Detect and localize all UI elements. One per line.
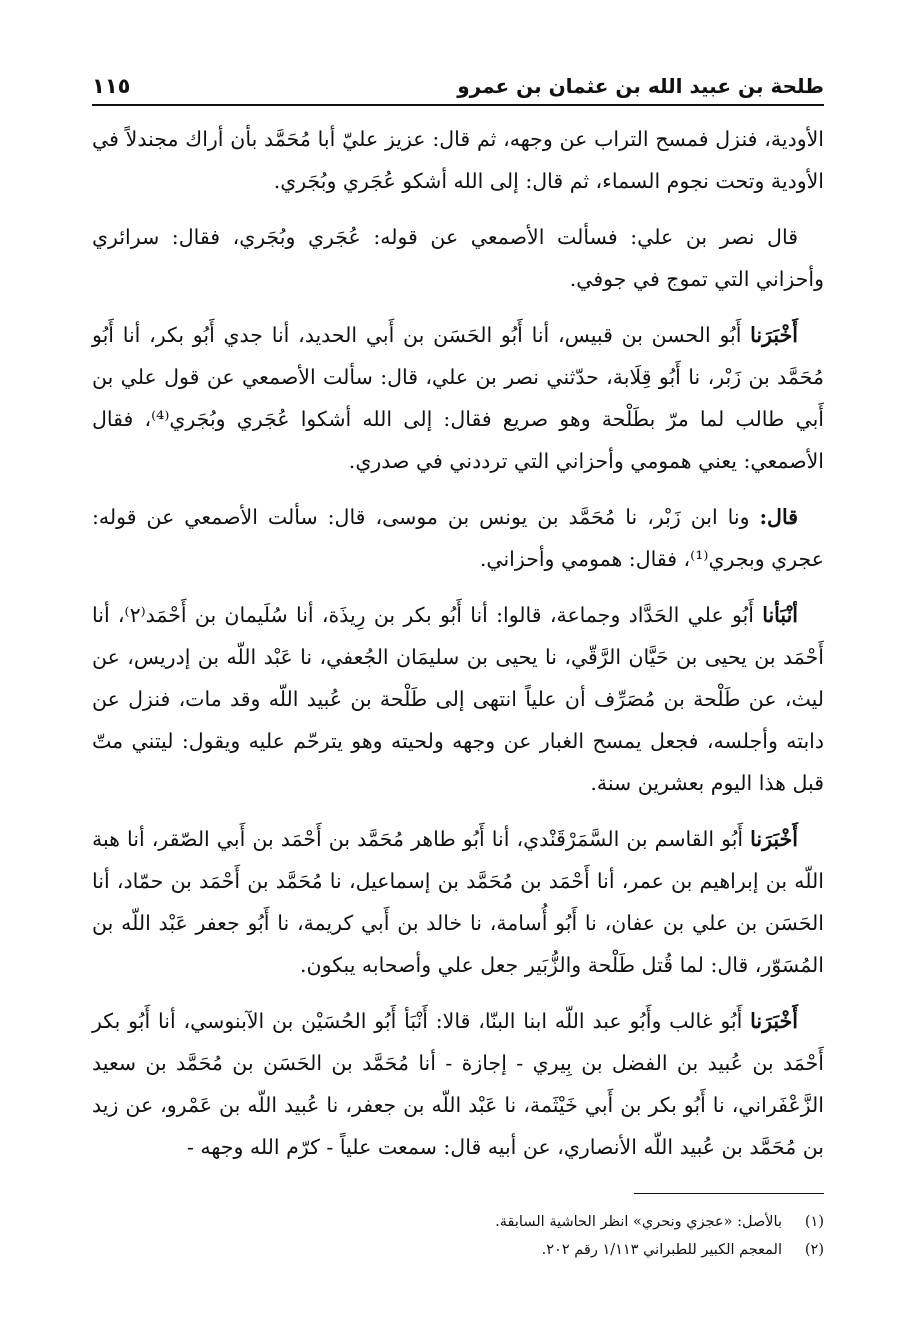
footnote-rule bbox=[634, 1193, 824, 1194]
paragraph bbox=[92, 818, 824, 986]
paragraph-lead: أَخْبَرَنا bbox=[750, 1009, 798, 1033]
footnote-number: (١) bbox=[804, 1214, 824, 1230]
paragraph-text: ونا ابن زَبْر، نا مُحَمَّد بن يونس بن موسى، قال: سألت الأصمعي عن قوله: عجري وبجري⁽¹⁾، فقال: همومي وأحزاني. bbox=[92, 505, 824, 571]
page-number: ١١٥ bbox=[92, 74, 131, 98]
footnote-text: بالأصل: «عجزي ونحري» انظر الحاشية السابقة. bbox=[495, 1214, 782, 1230]
paragraph-text: الأودية، فنزل فمسح التراب عن وجهه، ثم قال: عزيز عليّ أبا مُحَمَّد بأن أراك مجندلاً في الأودية وتحت نجوم السماء، ثم قال: إلى الله أشكو عُجَري وبُجَري. bbox=[92, 127, 824, 193]
footnote bbox=[92, 1236, 824, 1264]
paragraph-lead: قال: bbox=[759, 505, 798, 529]
header-rule bbox=[92, 104, 824, 106]
page-header bbox=[92, 62, 824, 98]
footnote-number: (٢) bbox=[804, 1242, 824, 1258]
paragraph-text: أَبُو علي الحَدَّاد وجماعة، قالوا: أنا أَبُو بكر بن رِيذَة، أنا سُلَيمان بن أَحْمَد⁽٢⁾، أنا أَحْمَد بن يحيى بن حَيَّان الرَّقّي، نا يحيى بن سليمَان الجُعفي، نا عَبْد اللّه بن إدريس، عن ليث، عن طَلْحة بن مُصَرِّف أن علياً انتهى إلى طَلْحة بن عُبيد اللّه وقد مات، فنزل عن دابته وأجلسه، فجعل يمسح الغبار عن وجهه ولحيته وهو يترحّم عليه ويقول: ليتني متّ قبل هذا اليوم بعشرين سنة. bbox=[92, 603, 824, 795]
paragraph bbox=[92, 496, 824, 580]
paragraph bbox=[92, 118, 824, 202]
running-title: طلحة بن عبيد الله بن عثمان بن عمرو bbox=[457, 74, 824, 98]
paragraph-text: أَبُو غالب وأَبُو عبد اللّه ابنا البنّا، قالا: أَنْبَأ أَبُو الحُسَيْن بن الآبنوسي، أنا أَبُو بكر أَحْمَد بن عُبيد بن الفضل بن بِيري - إجازة - أنا مُحَمَّد بن الحَسَن بن مُحَمَّد بن سعيد الزَّعْفَراني، نا أَبُو بكر بن أَبي خَيْثَمة، نا عَبْد اللّه بن جعفر، نا عُبيد اللّه بن عَمْرو، عن زيد بن مُحَمَّد بن عُبيد اللّه الأنصاري، عن أبيه قال: سمعت علياً - كرّم الله وجهه - bbox=[92, 1009, 824, 1159]
paragraph-text: أَبُو الحسن بن قبيس، أنا أَبُو الحَسَن بن أَبي الحديد، أنا جدي أَبُو بكر، أنا أَبُو مُحَمَّد بن زَبْر، نا أَبُو قِلَابة، حدّثني نصر بن علي، قال: سألت الأصمعي عن قول علي بن أَبي طالب لما مرّ بطَلْحة وهو صريع فقال: إلى الله أشكوا عُجَري وبُجَري⁽⁴⁾، فقال الأصمعي: يعني همومي وأحزاني التي ترددني في صدري. bbox=[92, 323, 824, 473]
paragraph-text: قال نصر بن علي: فسألت الأصمعي عن قوله: عُجَري وبُجَري، فقال: سرائري وأحزاني التي تموج في جوفي. bbox=[92, 225, 824, 291]
paragraph bbox=[92, 1000, 824, 1168]
paragraph bbox=[92, 314, 824, 482]
footnote-text: المعجم الكبير للطبراني ١/١١٣ رقم ٢٠٢. bbox=[541, 1242, 782, 1258]
paragraph-text: أَبُو القاسم بن السَّمَرْقَنْدي، أنا أَبُو طاهر مُحَمَّد بن أَحْمَد بن أَبي الصّقر، أنا هبة اللّه بن إبراهيم بن عمر، أنا أَحْمَد بن مُحَمَّد بن إسماعيل، نا مُحَمَّد بن أَحْمَد بن حمّاد، أنا الحَسَن بن علي بن عفان، نا أَبُو أُسامة، نا خالد بن أَبي كريمة، نا أَبُو جعفر عَبْد اللّه بن المُسَوّر، قال: لما قُتل طَلْحة والزُّبَير جعل علي وأصحابه يبكون. bbox=[92, 827, 824, 977]
footnotes bbox=[92, 1208, 824, 1264]
paragraph bbox=[92, 216, 824, 300]
main-text bbox=[92, 118, 824, 1182]
paragraph-lead: أنْبَأنا bbox=[762, 603, 798, 627]
footnote bbox=[92, 1208, 824, 1236]
paragraph-lead: أَخْبَرَنا bbox=[750, 323, 798, 347]
paragraph bbox=[92, 594, 824, 804]
paragraph-lead: أَخْبَرَنا bbox=[750, 827, 798, 851]
